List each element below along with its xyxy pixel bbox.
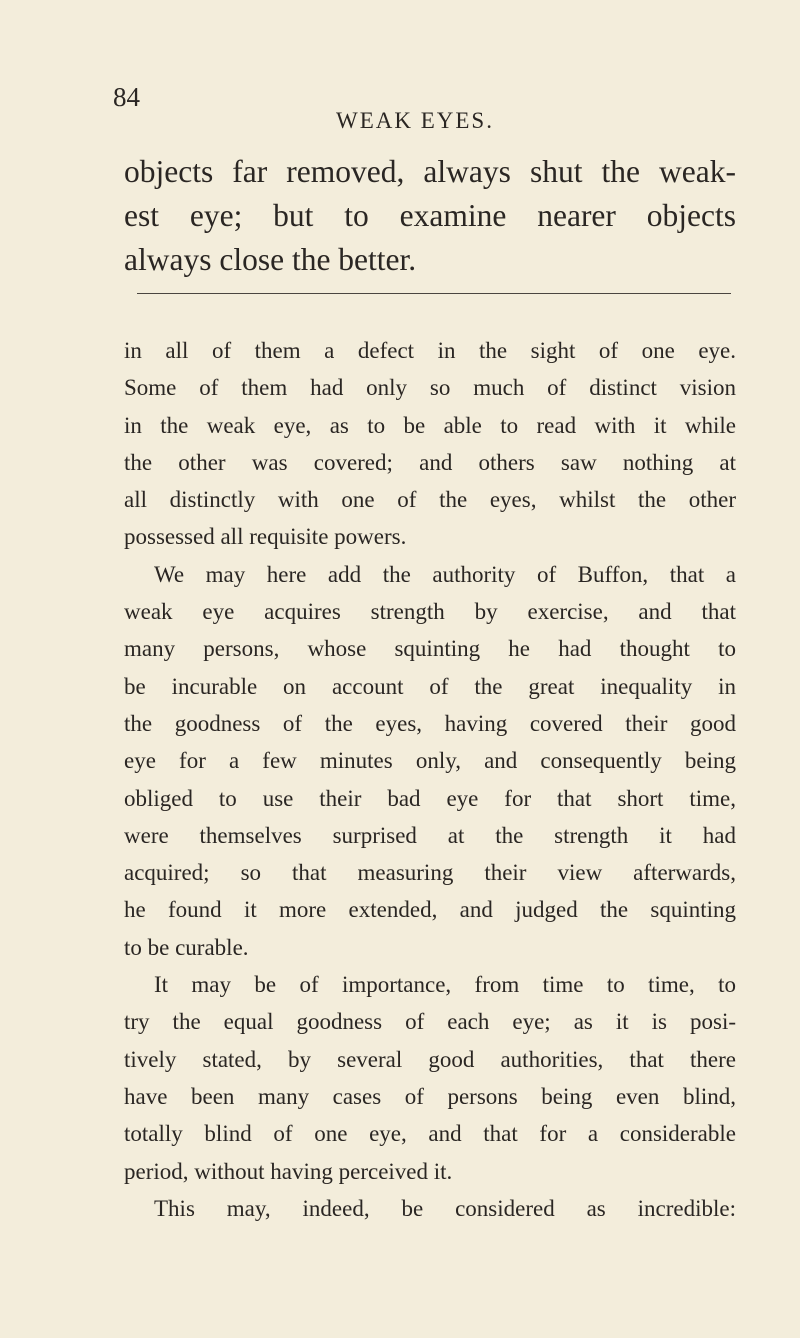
text-line: tively stated, by several good authorities, that there bbox=[124, 1046, 736, 1072]
text-line: period, without having perceived it. bbox=[124, 1158, 453, 1184]
text-line: obliged to use their bad eye for that short time, bbox=[124, 785, 736, 811]
text-line: the other was covered; and others saw nothing at bbox=[124, 449, 736, 475]
text-line: were themselves surprised at the strength it had bbox=[124, 822, 736, 848]
running-head: WEAK EYES. bbox=[336, 108, 494, 133]
text-line: We may here add the authority of Buffon, that a bbox=[154, 561, 736, 587]
text-line: to be curable. bbox=[124, 934, 249, 960]
text-line: be incurable on account of the great inequality in bbox=[124, 673, 736, 699]
text-line: the goodness of the eyes, having covered their good bbox=[124, 710, 736, 736]
text-line: many persons, whose squinting he had thought to bbox=[124, 636, 736, 662]
text-line: est eye; but to examine nearer objects bbox=[124, 198, 736, 233]
text-line: totally blind of one eye, and that for a considerable bbox=[124, 1121, 736, 1147]
page-number: 84 bbox=[113, 82, 140, 112]
text-line: It may be of importance, from time to time, to bbox=[154, 972, 736, 998]
text-line: possessed all requisite powers. bbox=[124, 524, 407, 550]
section-divider-rule bbox=[137, 293, 731, 294]
text-line: objects far removed, always shut the weak- bbox=[124, 154, 736, 189]
text-line: weak eye acquires strength by exercise, and that bbox=[124, 599, 736, 625]
text-line: in all of them a defect in the sight of one eye. bbox=[124, 338, 736, 363]
text-line: acquired; so that measuring their view afterwards, bbox=[124, 860, 736, 886]
small-type-passage bbox=[124, 332, 736, 1227]
text-line: try the equal goodness of each eye; as it is posi- bbox=[124, 1009, 736, 1035]
text-line: eye for a few minutes only, and consequently being bbox=[124, 748, 736, 774]
text-line: always close the better. bbox=[124, 242, 417, 277]
text-line: in the weak eye, as to be able to read with it while bbox=[124, 412, 736, 438]
text-line: all distinctly with one of the eyes, whilst the other bbox=[124, 487, 736, 513]
large-type-passage bbox=[124, 150, 736, 282]
text-line: This may, indeed, be considered as incredible: bbox=[154, 1195, 736, 1221]
text-line: Some of them had only so much of distinct vision bbox=[124, 375, 736, 401]
text-line: have been many cases of persons being even blind, bbox=[124, 1083, 736, 1109]
text-line: he found it more extended, and judged the squinting bbox=[124, 897, 736, 923]
